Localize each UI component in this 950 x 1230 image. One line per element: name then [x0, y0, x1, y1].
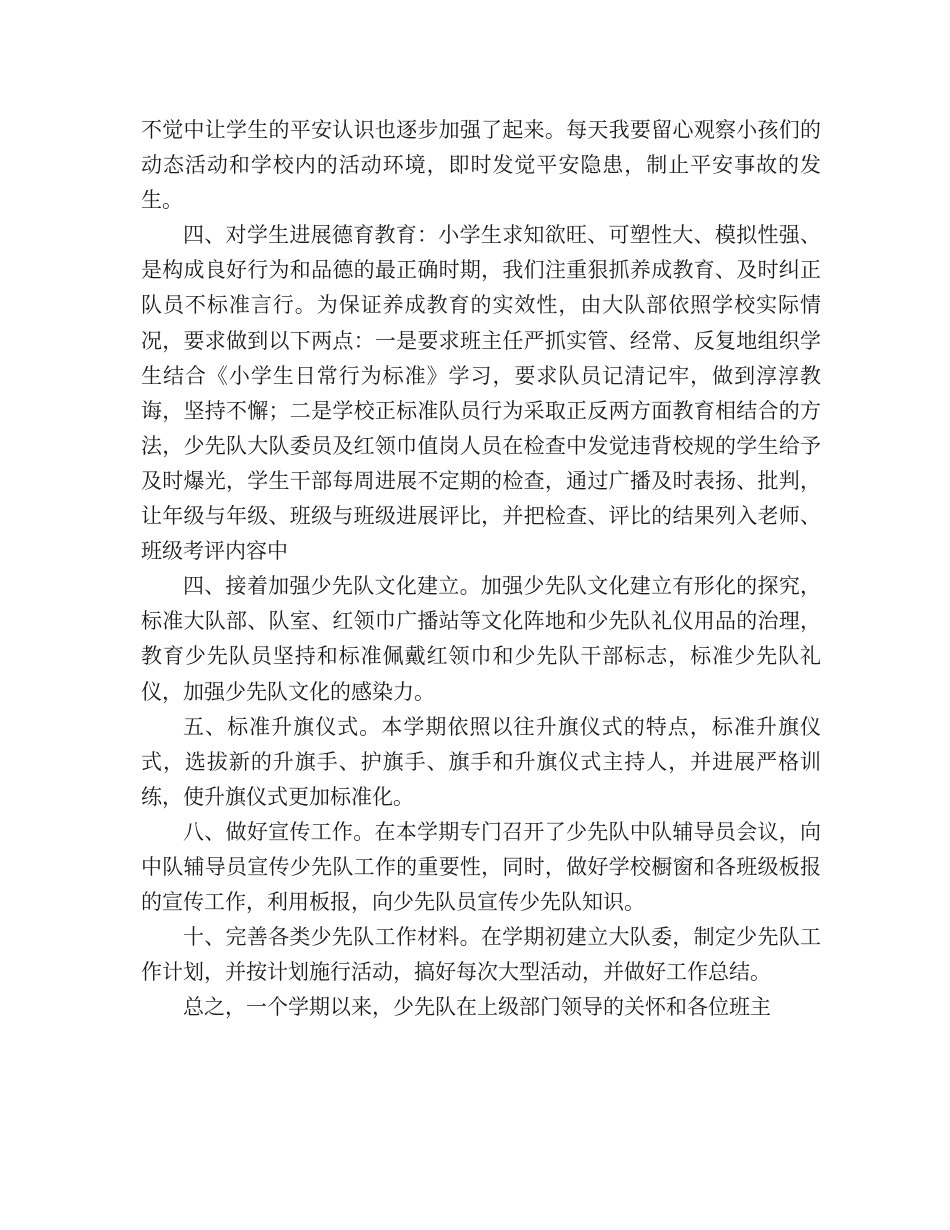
paragraph-flag-ceremony: 五、标准升旗仪式。本学期依照以往升旗仪式的特点，标准升旗仪式，选拔新的升旗手、护旗手、旗手和升旗仪式主持人，并进展严格训练，使升旗仪式更加标准化。: [141, 714, 821, 809]
paragraph-safety-continued: 不觉中让学生的平安认识也逐步加强了起来。每天我要留心观察小孩们的动态活动和学校内的活动环境，即时发觉平安隐患，制止平安事故的发生。: [141, 118, 821, 213]
paragraph-moral-education: 四、对学生进展德育教育：小学生求知欲旺、可塑性大、模拟性强、是构成良好行为和品德的最正确时期，我们注重狠抓养成教育、及时纠正队员不标准言行。为保证养成教育的实效性，由大队部依照学校实际情况，要求做到以下两点：一是要求班主任严抓实管、经常、反复地组织学生结合《小学生日常行为标准》学习，要求队员记清记牢，做到淳淳教诲，坚持不懈；二是学校正标准队员行为采取正反两方面教育相结合的方法，少先队大队委员及红领巾值岗人员在检查中发觉违背校规的学生给予及时爆光，学生干部每周进展不定期的检查，通过广播及时表扬、批判，让年级与年级、班级与班级进展评比，并把检查、评比的结果列入老师、班级考评内容中: [141, 223, 821, 564]
document-body: [141, 113, 821, 1025]
paragraph-publicity-work: 八、做好宣传工作。在本学期专门召开了少先队中队辅导员会议，向中队辅导员宣传少先队工作的重要性，同时，做好学校橱窗和各班级板报的宣传工作，利用板报，向少先队员宣传少先队知识。: [141, 819, 821, 915]
paragraph-summary: 总之，一个学期以来，少先队在上级部门领导的关怀和各位班主: [183, 995, 771, 1020]
paragraph-work-materials: 十、完善各类少先队工作材料。在学期初建立大队委，制定少先队工作计划，并按计划施行活动，搞好每次大型活动，并做好工作总结。: [141, 925, 821, 985]
paragraph-pioneer-culture: 四、接着加强少先队文化建立。加强少先队文化建立有形化的探究，标准大队部、队室、红领巾广播站等文化阵地和少先队礼仪用品的治理，教育少先队员坚持和标准佩戴红领巾和少先队干部标志，标准少先队礼仪，加强少先队文化的感染力。: [141, 574, 821, 704]
